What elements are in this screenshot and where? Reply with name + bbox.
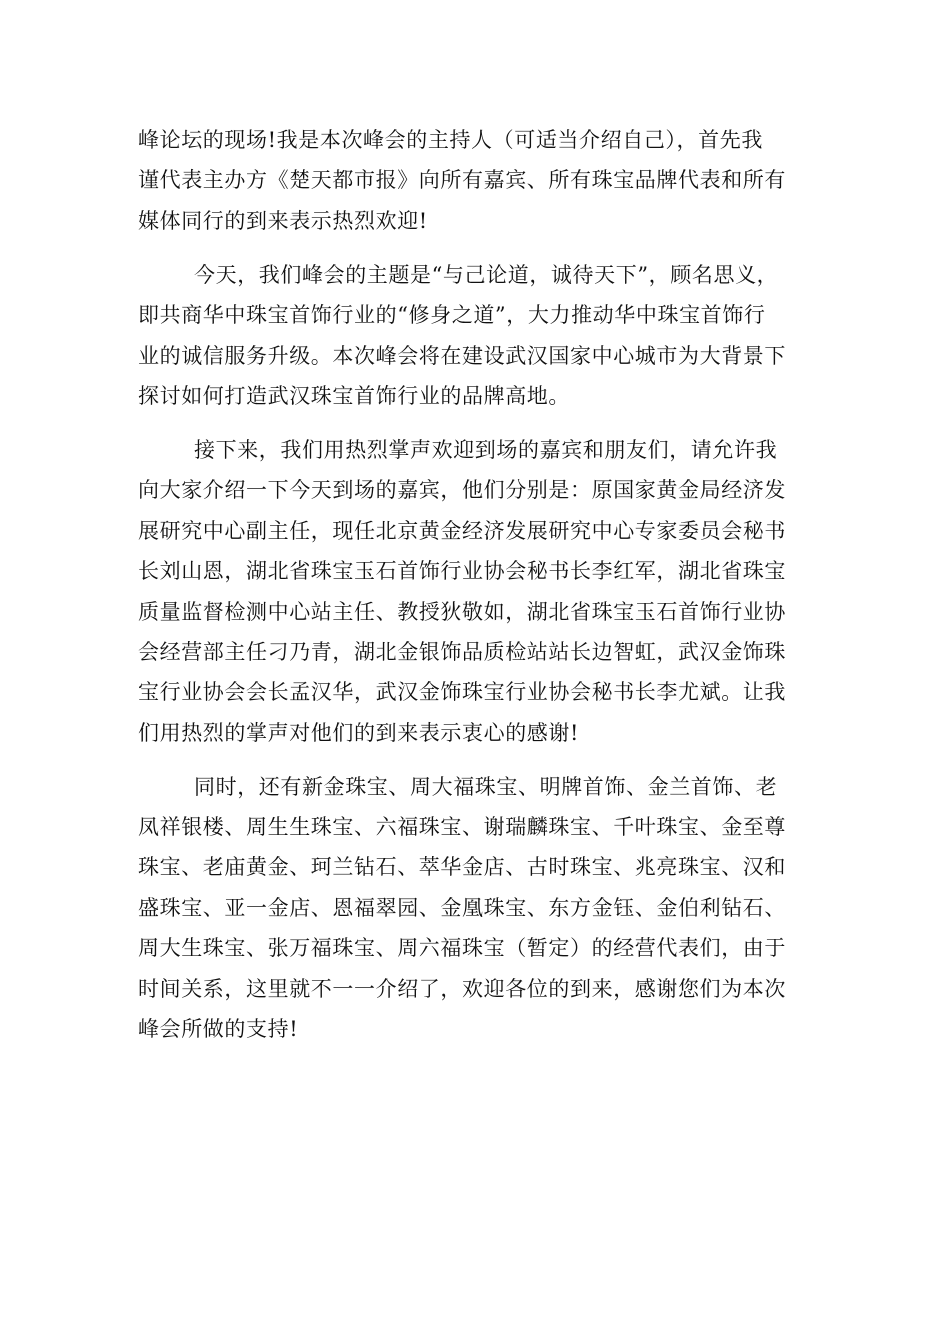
- paragraph-4-line-6: 时间关系，这里就不一一介绍了，欢迎各位的到来，感谢您们为本次: [138, 976, 786, 1001]
- paragraph-4-line-7: 峰会所做的支持!: [138, 1017, 299, 1042]
- paragraph-3-line-7: 宝行业协会会长孟汉华，武汉金饰珠宝行业协会秘书长李尤斌。让我: [138, 680, 786, 705]
- paragraph-4-line-1: 同时，还有新金珠宝、周大福珠宝、明牌首饰、金兰首饰、老: [194, 774, 778, 799]
- paragraph-3-line-2: 向大家介绍一下今天到场的嘉宾，他们分别是：原国家黄金局经济发: [138, 478, 786, 503]
- paragraph-2-line-1: 今天，我们峰会的主题是“与己论道，诚待天下”，顾名思义，: [194, 262, 779, 287]
- paragraph-3-line-3: 展研究中心副主任，现任北京黄金经济发展研究中心专家委员会秘书: [138, 518, 786, 543]
- paragraph-1-line-1: 峰论坛的现场!我是本次峰会的主持人（可适当介绍自己），首先我: [138, 128, 763, 152]
- paragraph-2-line-2: 即共商华中珠宝首饰行业的“修身之道”，大力推动华中珠宝首饰行: [138, 303, 766, 328]
- paragraph-4-line-2: 凤祥银楼、周生生珠宝、六福珠宝、谢瑞麟珠宝、千叶珠宝、金至尊: [138, 815, 786, 840]
- paragraph-4-line-4: 盛珠宝、亚一金店、恩福翠园、金凰珠宝、东方金钰、金伯利钻石、: [138, 895, 786, 920]
- paragraph-3-line-1: 接下来，我们用热烈掌声欢迎到场的嘉宾和朋友们，请允许我: [194, 437, 778, 462]
- paragraph-3-line-5: 质量监督检测中心站主任、教授狄敬如，湖北省珠宝玉石首饰行业协: [138, 599, 786, 624]
- paragraph-2-line-3: 业的诚信服务升级。本次峰会将在建设武汉国家中心城市为大背景下: [138, 343, 786, 368]
- paragraph-2-line-4: 探讨如何打造武汉珠宝首饰行业的品牌高地。: [138, 383, 570, 408]
- paragraph-3-line-6: 会经营部主任刁乃青，湖北金银饰品质检站站长边智虹，武汉金饰珠: [138, 639, 786, 664]
- paragraph-4-line-5: 周大生珠宝、张万福珠宝、周六福珠宝（暂定）的经营代表们，由于: [138, 936, 786, 961]
- paragraph-1-line-2: 谨代表主办方《楚天都市报》向所有嘉宾、所有珠宝品牌代表和所有: [138, 168, 786, 193]
- paragraph-4-line-3: 珠宝、老庙黄金、珂兰钻石、萃华金店、古时珠宝、兆亮珠宝、汉和: [138, 855, 786, 880]
- paragraph-1-line-3: 媒体同行的到来表示热烈欢迎!: [138, 208, 428, 233]
- paragraph-3-line-8: 们用热烈的掌声对他们的到来表示衷心的感谢!: [138, 720, 580, 745]
- paragraph-3-line-4: 长刘山恩，湖北省珠宝玉石首饰行业协会秘书长李红军，湖北省珠宝: [138, 559, 786, 584]
- document-body: [138, 122, 828, 1047]
